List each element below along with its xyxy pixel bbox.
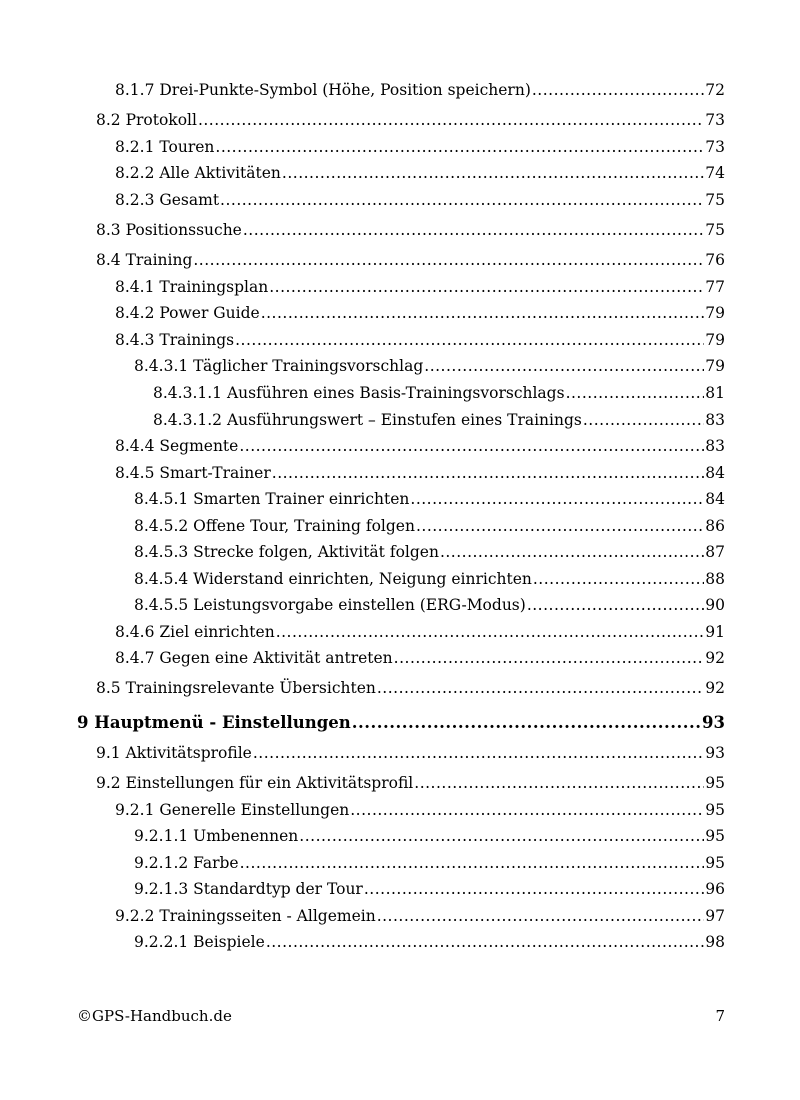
toc-entry[interactable] [115,163,725,183]
toc-entry-page: 79 [705,304,725,322]
toc-entry-title: 9.2.1.2 Farbe [134,854,239,872]
toc-dot-leader [414,773,704,793]
toc-entry[interactable] [134,853,725,873]
toc-entry-page: 98 [705,933,725,951]
toc-dot-leader [424,356,704,376]
toc-dot-leader [193,250,704,270]
toc-entry-title: 8.4.7 Gegen eine Aktivität antreten [115,649,393,667]
toc-dot-leader [282,163,704,183]
toc-entry-title: 8.4.3.1.1 Ausführen eines Basis-Trainingsvorschlags [153,384,565,402]
toc-entry-page: 73 [705,138,725,156]
toc-entry-page: 77 [705,278,725,296]
toc-entry-page: 79 [705,331,725,349]
toc-entry-page: 95 [705,827,725,845]
toc-entry[interactable] [77,713,725,733]
page-footer [77,1007,725,1025]
toc-dot-leader [527,595,704,615]
toc-entry[interactable] [96,250,725,270]
toc-dot-leader [198,110,704,130]
toc-dot-leader [377,906,705,926]
toc-entry-title: 9.1 Aktivitätsprofile [96,744,252,762]
toc-entry[interactable] [115,463,725,483]
toc-entry-title: 8.4.6 Ziel einrichten [115,623,275,641]
toc-entry-title: 9.2.1.3 Standardtyp der Tour [134,880,363,898]
toc-entry[interactable] [115,303,725,323]
toc-dot-leader [276,622,705,642]
toc-entry[interactable] [134,356,725,376]
toc-entry-title: 8.4.5.4 Widerstand einrichten, Neigung einrichten [134,570,532,588]
toc-entry[interactable] [153,410,725,430]
toc-entry-page: 86 [705,517,725,535]
toc-entry[interactable] [115,330,725,350]
toc-entry-page: 93 [705,744,725,762]
toc-entry-title: 8.4.5 Smart-Trainer [115,464,271,482]
toc-dot-leader [377,678,704,698]
toc-entry[interactable] [96,220,725,240]
toc-entry[interactable] [96,773,725,793]
toc-entry-title: 8.3 Positionssuche [96,221,242,239]
toc-dot-leader [352,713,701,733]
toc-dot-leader [583,410,704,430]
toc-entry-title: 9.2.2 Trainingsseiten - Allgemein [115,907,376,925]
toc-entry-page: 79 [705,357,725,375]
toc-entry[interactable] [115,436,725,456]
toc-dot-leader [235,330,704,350]
toc-entry-title: 9.2 Einstellungen für ein Aktivitätsprofil [96,774,414,792]
toc-entry[interactable] [115,190,725,210]
toc-dot-leader [532,80,704,100]
toc-entry-page: 83 [705,411,725,429]
toc-entry-page: 73 [705,111,725,129]
toc-entry-title: 8.4.3.1.2 Ausführungswert – Einstufen eines Trainings [153,411,582,429]
toc-entry-page: 72 [705,81,725,99]
toc-entry-page: 75 [705,191,725,209]
toc-dot-leader [299,826,704,846]
toc-entry-title: 9.2.2.1 Beispiele [134,933,265,951]
toc-entry-title: 8.1.7 Drei-Punkte-Symbol (Höhe, Position speichern) [115,81,531,99]
toc-entry-page: 75 [705,221,725,239]
toc-dot-leader [261,303,705,323]
toc-entry[interactable] [115,800,725,820]
toc-entry-page: 91 [705,623,725,641]
toc-dot-leader [440,542,704,562]
toc-entry-title: 8.4.5.3 Strecke folgen, Aktivität folgen [134,543,439,561]
toc-entry-title: 8.4.5.1 Smarten Trainer einrichten [134,490,410,508]
toc-entry-page: 92 [705,649,725,667]
toc-dot-leader [272,463,705,483]
toc-entry[interactable] [96,110,725,130]
toc-entry-title: 8.4.1 Trainingsplan [115,278,269,296]
toc-entry-title: 8.4.5.5 Leistungsvorgabe einstellen (ERG-Modus) [134,596,526,614]
toc-entry-page: 96 [705,880,725,898]
toc-entry-title: 8.2.1 Touren [115,138,215,156]
toc-entry-page: 90 [705,596,725,614]
toc-entry-page: 81 [705,384,725,402]
toc-entry[interactable] [134,879,725,899]
toc-entry[interactable] [96,678,725,698]
toc-entry[interactable] [115,137,725,157]
toc-entry-title: 9 Hauptmenü - Einstellungen [77,713,351,732]
toc-entry[interactable] [134,516,725,536]
toc-entry[interactable] [153,383,725,403]
toc-entry-title: 8.4.3 Trainings [115,331,235,349]
toc-entry-title: 8.4 Training [96,251,193,269]
toc-entry-page: 93 [702,713,725,732]
toc-entry-title: 8.5 Trainingsrelevante Übersichten [96,679,376,697]
toc-dot-leader [220,190,704,210]
toc-entry-title: 8.2.3 Gesamt [115,191,220,209]
toc-dot-leader [215,137,704,157]
toc-dot-leader [566,383,705,403]
toc-entry[interactable] [134,569,725,589]
toc-entry-page: 87 [705,543,725,561]
toc-dot-leader [350,800,704,820]
toc-dot-leader [533,569,704,589]
toc-entry-page: 97 [705,907,725,925]
toc-dot-leader [364,879,704,899]
toc-dot-leader [243,220,704,240]
toc-entry-title: 8.4.5.2 Offene Tour, Training folgen [134,517,415,535]
toc-entry-title: 8.2.2 Alle Aktivitäten [115,164,281,182]
toc-entry[interactable] [134,932,725,952]
toc-entry-page: 84 [705,490,725,508]
toc-entry-title: 8.4.4 Segmente [115,437,239,455]
toc-entry[interactable] [115,906,725,926]
toc-dot-leader [394,648,705,668]
toc-entry[interactable] [115,277,725,297]
toc-dot-leader [416,516,704,536]
toc-dot-leader [240,853,705,873]
toc-entry-page: 92 [705,679,725,697]
toc-entry-page: 95 [705,854,725,872]
toc-entry-page: 83 [705,437,725,455]
toc-entry-page: 84 [705,464,725,482]
toc-entry[interactable] [115,80,725,100]
toc-entry-title: 8.2 Protokoll [96,111,197,129]
toc-entry[interactable] [96,743,725,763]
toc-entry[interactable] [134,595,725,615]
toc-entry[interactable] [134,489,725,509]
toc-entry-title: 8.4.3.1 Täglicher Trainingsvorschlag [134,357,424,375]
toc-entry[interactable] [134,826,725,846]
toc-dot-leader [266,932,704,952]
toc-entry[interactable] [115,622,725,642]
toc-dot-leader [410,489,704,509]
toc-entry-title: 8.4.2 Power Guide [115,304,260,322]
toc-entry-page: 95 [705,774,725,792]
toc-entry-page: 76 [705,251,725,269]
toc-entry-page: 74 [705,164,725,182]
toc-entry[interactable] [134,542,725,562]
toc-dot-leader [239,436,704,456]
toc-entry-page: 95 [705,801,725,819]
footer-page-number: 7 [715,1007,725,1025]
toc-dot-leader [269,277,704,297]
footer-copyright: ©GPS-Handbuch.de [77,1007,232,1025]
toc-entry-page: 88 [705,570,725,588]
toc-entry[interactable] [115,648,725,668]
toc-entry-title: 9.2.1.1 Umbenennen [134,827,299,845]
toc-dot-leader [253,743,704,763]
toc-entry-title: 9.2.1 Generelle Einstellungen [115,801,350,819]
